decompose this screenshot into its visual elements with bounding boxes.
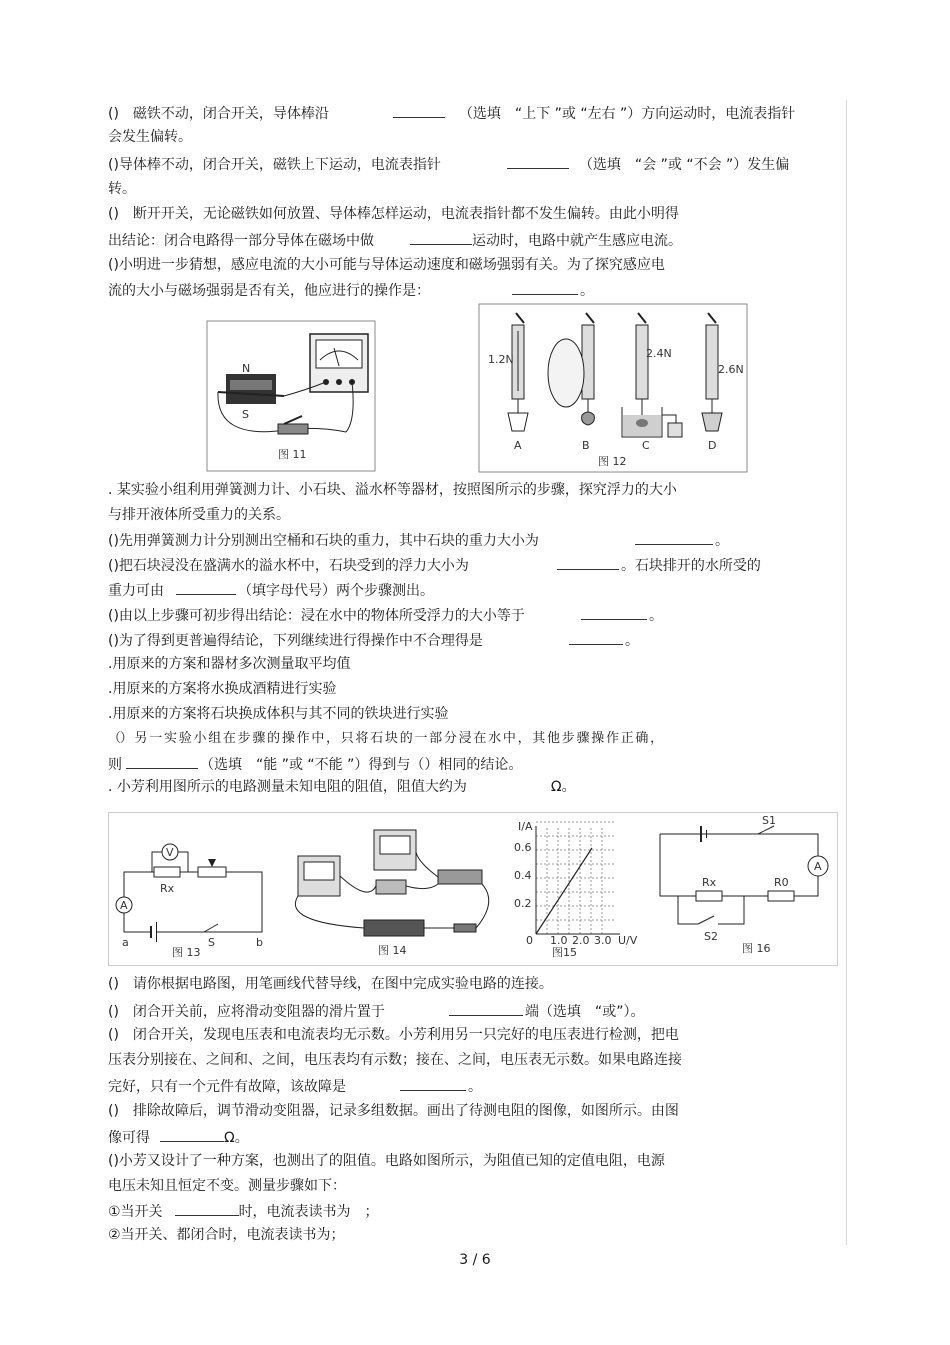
svg-text:Rx: Rx (160, 882, 175, 895)
text-line: . 小芳利用图所示的电路测量未知电阻的阻值，阻值大约为 Ω。 (108, 779, 576, 795)
svg-text:U/V: U/V (618, 934, 638, 947)
figure-11 (206, 320, 376, 472)
text-line: ()导体棒不动，闭合开关，磁铁上下运动，电流表指针 （选填 “会 ”或 “不会 ”）发生偏 (108, 153, 789, 173)
svg-text:S1: S1 (762, 814, 776, 827)
text-line: 则 （选填 “能 ”或 “不能 ”）得到与（）相同的结论。 (108, 753, 522, 773)
text-line: ()小芳又设计了一种方案，也测出了的阻值。电路如图所示，为阻值已知的定值电阻，电源 (108, 1153, 665, 1169)
text-line: ②当开关、都闭合时，电流表读书为； (108, 1227, 345, 1243)
text-line: .用原来的方案和器材多次测量取平均值 (108, 656, 351, 672)
text-line: 出结论：闭合电路得一部分导体在磁场中做 运动时，电路中就产生感应电流。 (108, 229, 682, 249)
text-line: 转。 (108, 181, 136, 197)
text-line: () 磁铁不动，闭合开关，导体棒沿 （选填 “上下 ”或 “左右 ”）方向运动时，电流表指针 (108, 102, 795, 122)
svg-text:S: S (242, 408, 249, 421)
page-number: 3 / 6 (459, 1252, 491, 1268)
switch-icon (278, 424, 308, 434)
svg-text:b: b (256, 936, 263, 949)
text-line: () 闭合开关前，应将滑动变阻器的滑片置于 端（选填 “或”）。 (108, 1000, 644, 1020)
y-tick: 0.2 (514, 897, 532, 910)
y-tick: 0.4 (514, 869, 532, 882)
x-tick: 1.0 (550, 934, 568, 947)
svg-text:图 12: 图 12 (598, 455, 627, 468)
text-line: .用原来的方案将水换成酒精进行实验 (108, 681, 337, 697)
svg-text:R0: R0 (774, 876, 789, 889)
x-tick: 2.0 (572, 934, 590, 947)
text-line: 与排开液体所受重力的关系。 (108, 507, 290, 523)
text-line: 重力可由 （填字母代号）两个步骤测出。 (108, 579, 434, 599)
svg-text:I/A: I/A (518, 820, 533, 833)
svg-text:A: A (814, 860, 822, 873)
text-line: 会发生偏转。 (108, 129, 192, 145)
svg-text:2.6N: 2.6N (718, 363, 744, 376)
svg-text:1.2N: 1.2N (488, 353, 514, 366)
svg-text:D: D (708, 439, 717, 452)
svg-text:C: C (642, 439, 650, 452)
page-right-rule (846, 100, 847, 1245)
y-tick: 0.6 (514, 841, 532, 854)
svg-text:Rx: Rx (702, 876, 717, 889)
text-line: ()为了得到更普遍得结论，下列继续进行得操作中不合理得是 。 (108, 629, 639, 649)
text-line: （） 另 一 实 验 小 组 在 步 骤 的 操 作 中 ， 只 将 石 块 的 一 部 分 浸 在 水 中 ， 其 他 步 骤 操 作 正 确 ， (108, 731, 662, 746)
text-line: 像可得 Ω。 (108, 1126, 249, 1146)
figure-14 (278, 822, 508, 958)
text-line: () 请你根据电路图，用笔画线代替导线，在图中完成实验电路的连接。 (108, 976, 553, 992)
text-line: 流的大小与磁场强弱是否有关，他应进行的操作是： 。 (108, 279, 594, 299)
text-line: () 闭合开关，发现电压表和电流表均无示数。小芳利用另一只完好的电压表进行检测，把电 (108, 1027, 679, 1043)
figure-13 (112, 822, 272, 958)
text-line: 电压未知且恒定不变。测量步骤如下： (108, 1178, 346, 1194)
text-line: ()把石块浸没在盛满水的溢水杯中，石块受到的浮力大小为 。石块排开的水所受的 (108, 554, 761, 574)
switch-icon (454, 924, 476, 932)
figure-15-chart (512, 818, 644, 958)
text-line: .用原来的方案将石块换成体积与其不同的铁块进行实验 (108, 706, 449, 722)
text-line: ()由以上步骤可初步得出结论：浸在水中的物体所受浮力的大小等于 。 (108, 604, 663, 624)
svg-text:a: a (122, 936, 129, 949)
text-line: ()小明进一步猜想，感应电流的大小可能与导体运动速度和磁场强弱有关。为了探究感应电 (108, 257, 665, 273)
svg-text:图 13: 图 13 (172, 946, 201, 958)
text-line: () 断开开关，无论磁铁如何放置、导体棒怎样运动，电流表指针都不发生偏转。由此小明得 (108, 206, 679, 222)
svg-text:V: V (166, 846, 174, 859)
svg-text:图 16: 图 16 (742, 942, 771, 955)
text-line: 完好，只有一个元件有故障，该故障是 。 (108, 1075, 482, 1095)
svg-text:S: S (208, 936, 215, 949)
svg-text:A: A (120, 899, 128, 912)
origin-label: 0 (526, 934, 533, 947)
svg-text:图15: 图15 (552, 946, 577, 958)
data-line (536, 848, 592, 934)
rheostat-icon (438, 870, 482, 884)
text-line: () 排除故障后，调节滑动变阻器，记录多组数据。画出了待测电阻的图像，如图所示。由图 (108, 1103, 679, 1119)
text-line: 压表分别接在、之间和、之间，电压表均有示数；接在、之间，电压表无示数。如果电路连接 (108, 1052, 682, 1068)
text-line: ()先用弹簧测力计分别测出空桶和石块的重力，其中石块的重力大小为 。 (108, 529, 729, 549)
svg-text:2.4N: 2.4N (646, 347, 672, 360)
text-line: . 某实验小组利用弹簧测力计、小石块、溢水杯等器材，按照图所示的步骤，探究浮力的大小 (108, 482, 677, 498)
text-line: ①当开关 时，电流表读书为 ； (108, 1200, 379, 1220)
x-tick: 3.0 (594, 934, 612, 947)
svg-text:S2: S2 (704, 930, 718, 943)
svg-text:A: A (514, 439, 522, 452)
figure-16 (652, 814, 836, 960)
svg-text:图 14: 图 14 (378, 944, 407, 957)
resistor-icon (376, 880, 406, 894)
battery-icon (364, 920, 424, 936)
svg-text:B: B (582, 439, 590, 452)
svg-text:N: N (242, 362, 251, 375)
svg-text:图 11: 图 11 (278, 448, 307, 461)
figure-12 (478, 303, 748, 473)
